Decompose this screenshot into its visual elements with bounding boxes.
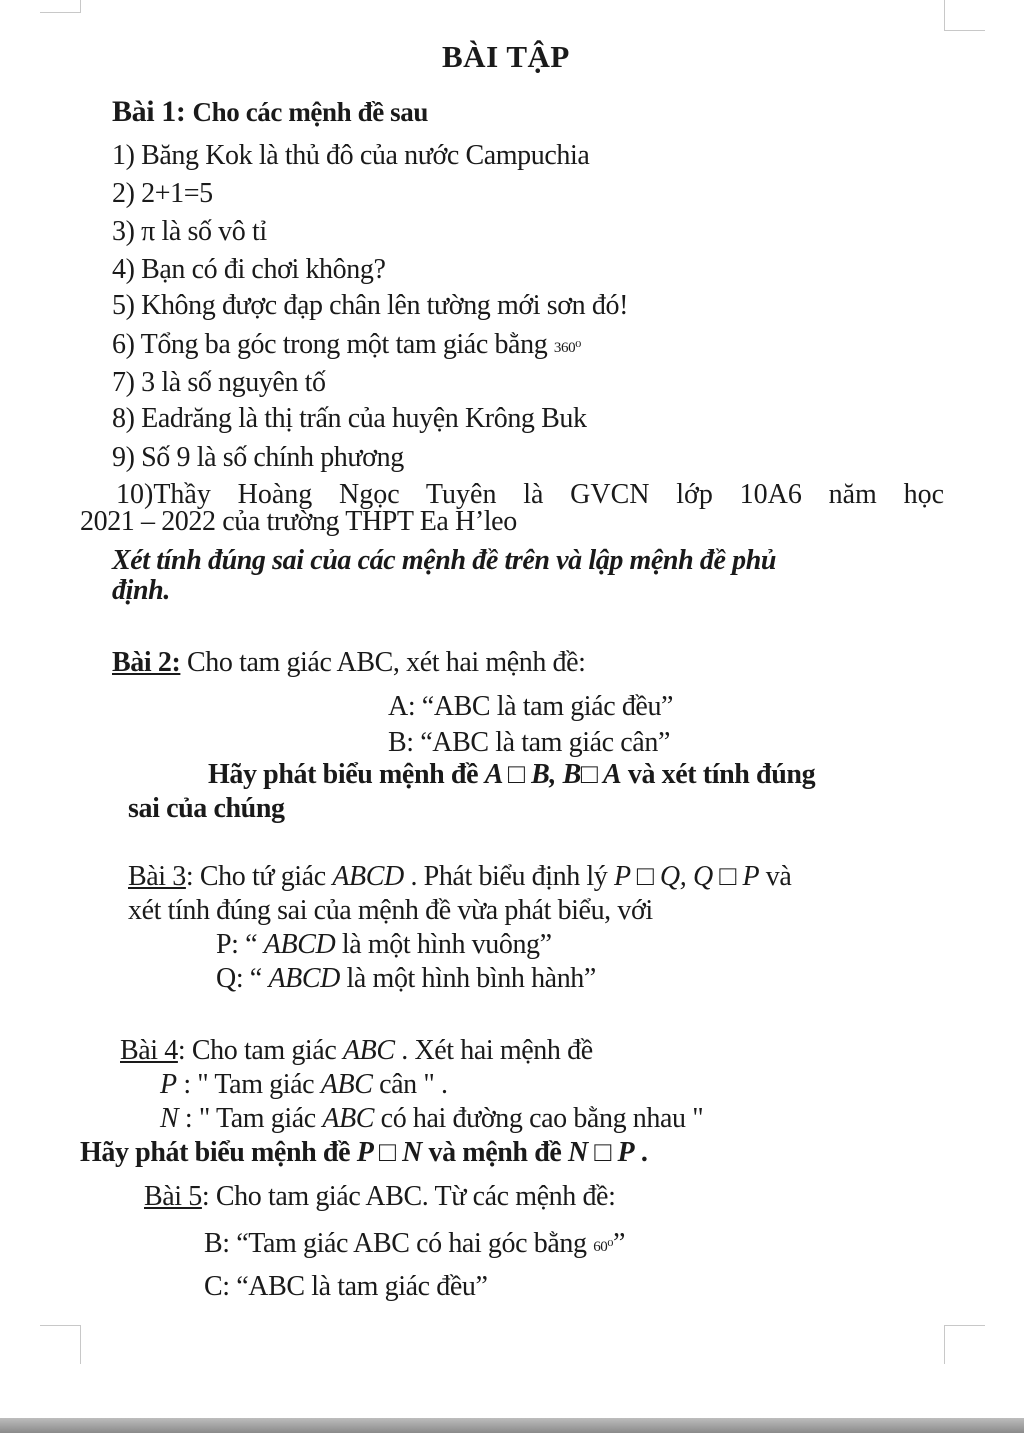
bai4-task-post: .: [634, 1137, 648, 1168]
bai5-b-value: 60⁰: [593, 1239, 614, 1255]
page-corner-mark-top-left: [40, 0, 81, 13]
bai2-task-pre: Hãy phát biểu mệnh đề: [208, 759, 485, 790]
bai2-task-line2: sai của chúng: [128, 793, 285, 824]
bai5-statement-c: C: “ABC là tam giác đều”: [204, 1271, 488, 1302]
bai3-expression: P □ Q, Q □ P: [614, 861, 760, 892]
bai3-q-pre: Q: “: [216, 963, 269, 994]
bai4-task-mid: và mệnh đề: [421, 1137, 569, 1168]
bai3-intro-pre: : Cho tứ giác: [185, 861, 333, 892]
bai4-task-expression-1: P □ N: [356, 1137, 422, 1168]
bai1-item-10-line1: 10)Thầy Hoàng Ngọc Tuyên là GVCN lớp 10A6 năm học: [116, 479, 944, 510]
bai4-intro-post: . Xét hai mệnh đề: [394, 1035, 593, 1066]
bai4-task-expression-2: N □ P: [568, 1137, 635, 1168]
bai3-p-abcd: ABCD: [263, 929, 336, 960]
page-bottom-edge: [0, 1418, 1024, 1433]
bai1-item-4: 4) Bạn có đi chơi không?: [112, 254, 386, 285]
bai4-n-abc: ABC: [322, 1103, 375, 1134]
page-title: BÀI TẬP: [442, 39, 570, 74]
bai1-task-line1: Xét tính đúng sai của các mệnh đề trên và lập mệnh đề phủ: [112, 545, 777, 576]
bai1-task-line2: định.: [112, 575, 170, 606]
bai2-statement-b: B: “ABC là tam giác cân”: [388, 727, 670, 758]
bai4-intro-pre: : Cho tam giác: [177, 1035, 343, 1066]
bai5-intro: : Cho tam giác ABC. Từ các mệnh đề:: [201, 1181, 616, 1212]
bai1-label: Bài 1:: [112, 95, 186, 128]
bai3-p-pre: P: “: [216, 929, 264, 960]
bai4-p-var: P: [160, 1069, 177, 1100]
page-corner-mark-bottom-right: [944, 1325, 985, 1364]
bai1-item-2: 2) 2+1=5: [112, 178, 213, 209]
bai3-label: Bài 3: [128, 861, 186, 892]
bai1-item-5: 5) Không được đạp chân lên tường mới sơn đó!: [112, 290, 628, 321]
bai5-label: Bài 5: [144, 1181, 202, 1212]
bai1-item-9: 9) Số 9 là số chính phương: [112, 442, 404, 473]
bai4-abc: ABC: [342, 1035, 395, 1066]
bai4-task-pre: Hãy phát biểu mệnh đề: [80, 1137, 357, 1168]
bai3-q-abcd: ABCD: [268, 963, 340, 994]
bai4-n-var: N: [160, 1103, 179, 1134]
bai4-statement-n: [160, 1102, 703, 1136]
bai4-p-post: cân " .: [372, 1069, 448, 1100]
bai3-statement-q: [216, 962, 596, 996]
bai1-item-7: 7) 3 là số nguyên tố: [112, 367, 326, 398]
bai4-task: [80, 1136, 647, 1170]
bai2-statement-a: A: “ABC là tam giác đều”: [388, 691, 674, 722]
bai1-intro: Cho các mệnh đề sau: [192, 97, 428, 127]
bai3-intro-post: và: [759, 861, 792, 892]
bai1-item-3: 3) π là số vô tỉ: [112, 216, 267, 247]
bai5-b-pre: B: “Tam giác ABC có hai góc bằng: [204, 1228, 594, 1259]
bai3-intro-mid: . Phát biểu định lý: [403, 861, 615, 892]
bai1-item-6-text: 6) Tổng ba góc trong một tam giác bằng: [112, 329, 548, 360]
bai4-p-abc: ABC: [320, 1069, 373, 1100]
bai5-b-post: ”: [613, 1228, 626, 1259]
bai2-task-line1: [208, 758, 815, 792]
bai4-label: Bài 4: [120, 1035, 178, 1066]
bai2-intro: Cho tam giác ABC, xét hai mệnh đề:: [180, 647, 586, 678]
page-corner-mark-top-right: [944, 0, 985, 31]
bai2-label: Bài 2:: [112, 647, 181, 678]
bai5-statement-b: [204, 1227, 625, 1264]
bai4-n-pre: : " Tam giác: [178, 1103, 323, 1134]
bai5-heading: [144, 1180, 615, 1214]
bai3-heading: [128, 860, 791, 894]
bai3-q-post: là một hình bình hành”: [339, 963, 596, 994]
bai4-heading: [120, 1034, 593, 1068]
bai1-item-6-value: 360⁰: [553, 340, 581, 356]
bai3-abcd: ABCD: [332, 861, 404, 892]
bai4-statement-p: [160, 1068, 448, 1102]
bai1-item-1: 1) Băng Kok là thủ đô của nước Campuchia: [112, 140, 590, 171]
bai3-statement-p: [216, 928, 552, 962]
bai2-heading: [112, 646, 586, 680]
bai2-task-post: và xét tính đúng: [621, 759, 816, 790]
bai3-line2: xét tính đúng sai của mệnh đề vừa phát biểu, với: [128, 895, 653, 926]
page-corner-mark-bottom-left: [40, 1325, 81, 1364]
bai4-p-pre: : " Tam giác: [176, 1069, 321, 1100]
bai4-n-post: có hai đường cao bằng nhau ": [374, 1103, 704, 1134]
bai1-item-10-line2: 2021 – 2022 của trường THPT Ea H’leo: [80, 506, 517, 537]
bai2-task-expression: A □ B, B□ A: [484, 759, 622, 790]
bai1-item-6: [112, 328, 581, 365]
bai3-p-post: là một hình vuông”: [335, 929, 552, 960]
bai1-heading: [112, 95, 428, 129]
bai1-item-8: 8) Eadrăng là thị trấn của huyện Krông Buk: [112, 403, 587, 434]
